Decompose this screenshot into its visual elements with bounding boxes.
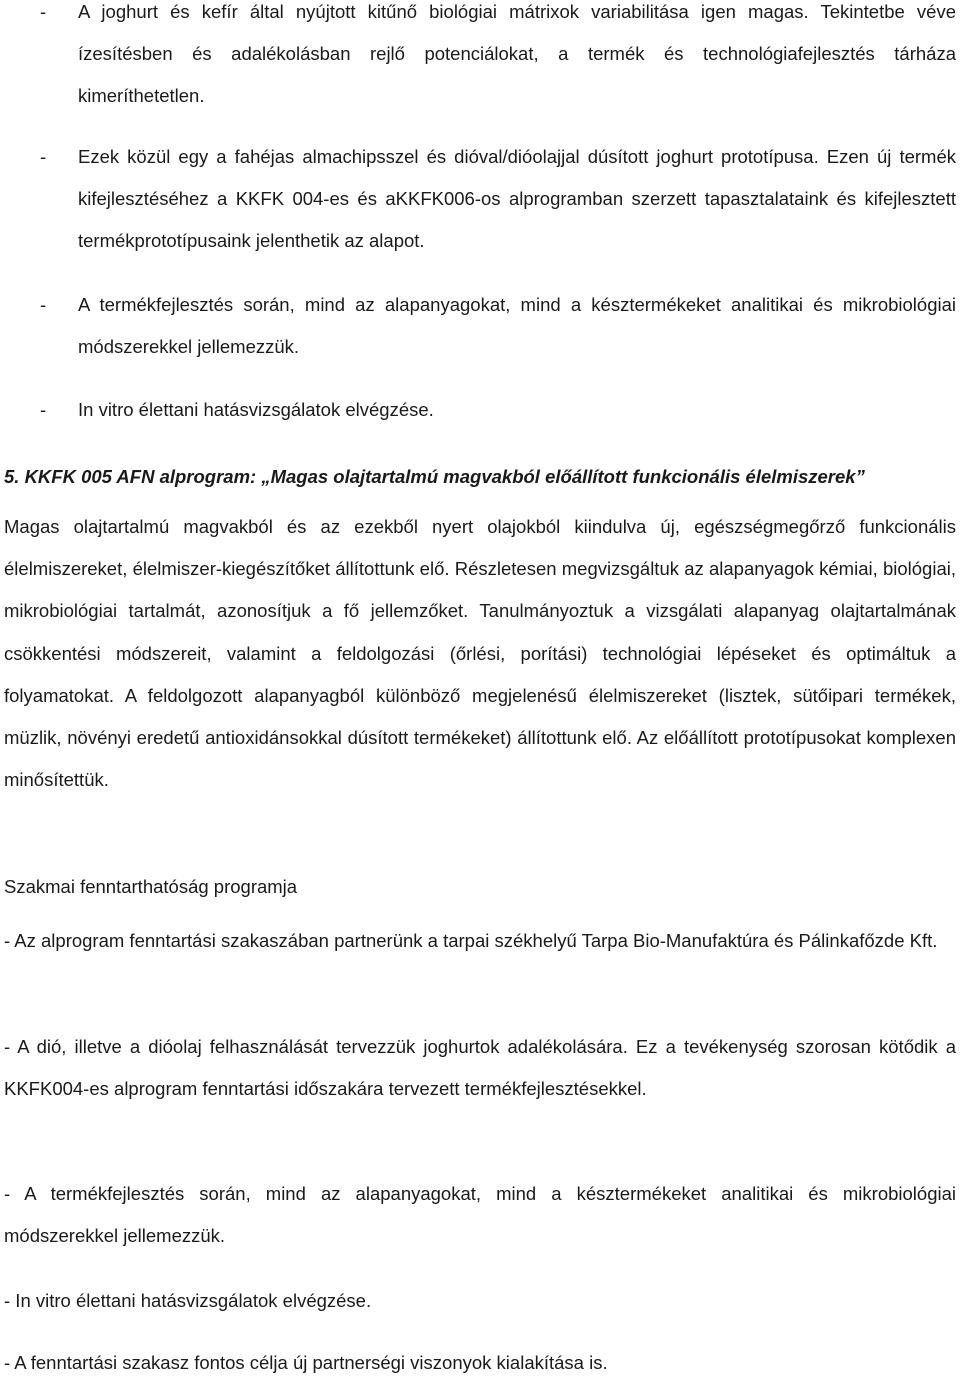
list-item: [0, 0, 960, 117]
bullet-dash: -: [40, 399, 47, 420]
list-item-text: In vitro élettani hatásvizsgálatok elvégzése.: [78, 399, 434, 420]
section-heading: 5. KKFK 005 AFN alprogram: „Magas olajtartalmú magvakból előállított funkcionális élelmiszerek”: [4, 466, 865, 487]
list-item: [0, 284, 960, 368]
list-item: [0, 389, 960, 431]
list-item-text: A termékfejlesztés során, mind az alapanyagokat, mind a késztermékeket analitikai és mikrobiológiai módszerekkel jellemezzük.: [78, 294, 956, 357]
list-item-text: Ezek közül egy a fahéjas almachipsszel és dióval/dióolajjal dúsított joghurt prototípusa. Ezen új termék kifejlesztéséhez a KKFK 004-es és aKKFK006-os alprogramban szerzett tapasztalataink és kifejlesztett termékprototípusaink jelenthetik az alapot.: [78, 146, 956, 251]
sustain-item: - Az alprogram fenntartási szakaszában partnerünk a tarpai székhelyű Tarpa Bio-Manufaktúra és Pálinkafőzde Kft.: [4, 930, 938, 951]
bullet-dash: -: [40, 294, 47, 315]
section-title: Szakmai fenntarthatóság programja: [4, 876, 298, 897]
bullet-dash: -: [40, 146, 47, 167]
sustain-item: - A termékfejlesztés során, mind az alapanyagokat, mind a késztermékeket analitikai és mikrobiológiai módszerekkel jellemezzük.: [4, 1183, 956, 1247]
intro-paragraph: Magas olajtartalmú magvakból és az ezekből nyert olajokból kiindulva új, egészségmegőrző funkcionális élelmiszereket, élelmiszer-kiegészítőket állítottunk elő. Részletesen megvizsgáltuk az alapanyagok kémiai, biológiai, mikrobiológiai tartalmát, azonosítjuk a fő jellemzőket. Tanulmányoztuk a vizsgálati alapanyag olajtartalmának csökkentési módszereit, valamint a feldolgozási (őrlési, porítási) technológiai lépéseket és optimáltuk a folyamatokat. A feldolgozott alapanyagból különböző megjelenésű élelmiszereket (lisztek, sütőipari termékek, müzlik, növényi eredetű antioxidánsokkal dúsított termékeket) állítottunk elő. Az előállított prototípusokat komplexen minősítettük.: [4, 516, 956, 791]
list-item: [0, 136, 960, 262]
list-item-text: A joghurt és kefír által nyújtott kitűnő biológiai mátrixok variabilitása igen magas. Tekintetbe véve ízesítésben és adalékolásban rejlő potenciálokat, a termék és technológiafejlesztés tárháza kimeríthetetlen.: [78, 1, 956, 106]
sustain-item: - A fenntartási szakasz fontos célja új partnerségi viszonyok kialakítása is.: [4, 1352, 608, 1373]
bullet-dash: -: [40, 1, 47, 22]
sustain-item: - A dió, illetve a dióolaj felhasználását tervezzük joghurtok adalékolására. Ez a tevékenység szorosan kötődik a KKFK004-es alprogram fenntartási időszakára tervezett termékfejlesztésekkel.: [4, 1036, 956, 1100]
sustain-item: - In vitro élettani hatásvizsgálatok elvégzése.: [4, 1290, 372, 1311]
